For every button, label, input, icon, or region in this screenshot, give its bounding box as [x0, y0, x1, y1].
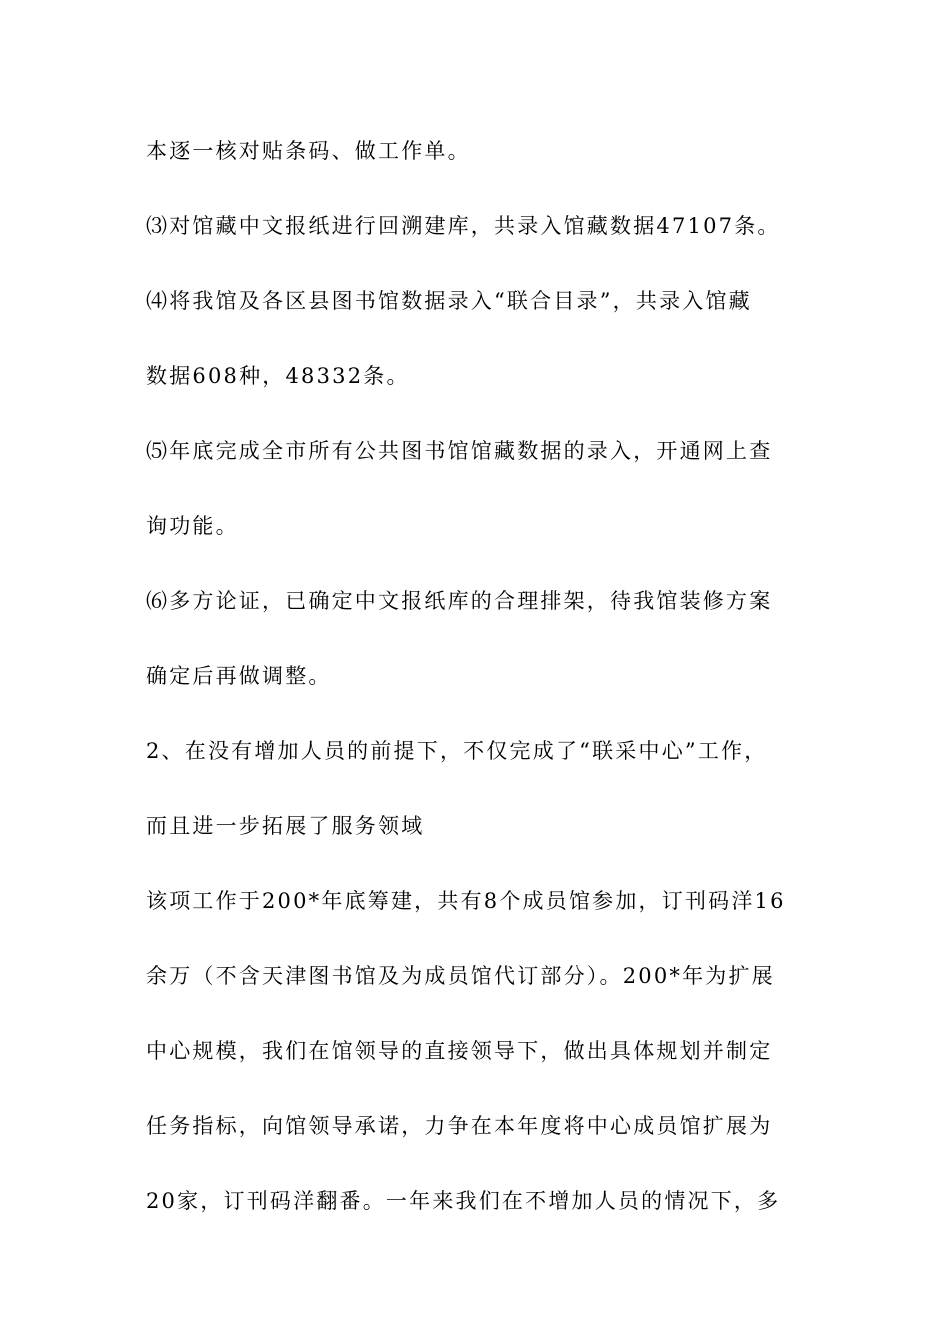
text-line-7: ⑹多方论证，已确定中文报纸库的合理排架，待我馆装修方案	[146, 589, 773, 613]
text-line-2: ⑶对馆藏中文报纸进行回溯建库，共录入馆藏数据47107条。	[146, 214, 781, 238]
text-line-14: 任务指标，向馆领导承诺，力争在本年度将中心成员馆扩展为	[146, 1114, 773, 1138]
text-line-13: 中心规模，我们在馆领导的直接领导下，做出具体规划并制定	[146, 1039, 773, 1063]
text-line-9: 2、在没有增加人员的前提下，不仅完成了“联采中心”工作，	[146, 739, 768, 763]
text-line-4: 数据608种，48332条。	[146, 364, 410, 388]
text-line-10: 而且进一步拓展了服务领域	[146, 814, 425, 838]
text-line-6: 询功能。	[146, 514, 239, 538]
text-line-12: 余万（不含天津图书馆及为成员馆代订部分）。200*年为扩展	[146, 964, 775, 988]
text-line-15: 20家，订刊码洋翻番。一年来我们在不增加人员的情况下，多	[146, 1189, 781, 1213]
text-line-5: ⑸年底完成全市所有公共图书馆馆藏数据的录入，开通网上查	[146, 439, 773, 463]
text-line-8: 确定后再做调整。	[146, 664, 332, 688]
text-line-1: 本逐一核对贴条码、做工作单。	[146, 139, 471, 163]
text-line-11: 该项工作于200*年底筹建，共有8个成员馆参加，订刊码洋16	[146, 889, 786, 913]
text-line-3: ⑷将我馆及各区县图书馆数据录入“联合目录”，共录入馆藏	[146, 289, 752, 313]
